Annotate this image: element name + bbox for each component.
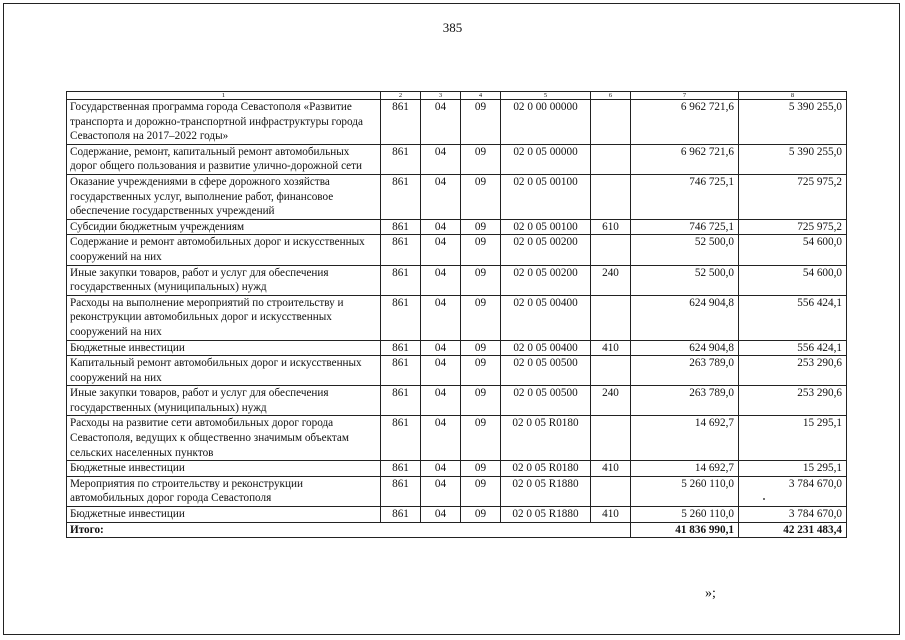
table-row [67,144,847,174]
target-article-code: 02 0 05 R1880 [501,507,591,523]
item-name: Расходы на выполнение мероприятий по строительству и реконструкции автомобильных дорог и искусственных сооружений на них [67,295,381,340]
amount-col8: 253 290,6 [739,356,847,386]
subsection-code: 09 [461,507,501,523]
section-code: 04 [421,507,461,523]
ministry-code: 861 [381,386,421,416]
amount-col7: 14 692,7 [631,416,739,461]
amount-col8: 556 424,1 [739,340,847,356]
section-code: 04 [421,219,461,235]
amount-col8: 5 390 255,0 [739,144,847,174]
table-row [67,416,847,461]
amount-col8: 725 975,2 [739,219,847,235]
column-number: 7 [631,92,739,100]
expense-type-code: 410 [591,507,631,523]
ministry-code: 861 [381,265,421,295]
column-number: 8 [739,92,847,100]
amount-col7: 746 725,1 [631,174,739,219]
column-number: 6 [591,92,631,100]
item-name: Иные закупки товаров, работ и услуг для обеспечения государственных (муниципальных) нужд [67,386,381,416]
ministry-code: 861 [381,507,421,523]
subsection-code: 09 [461,386,501,416]
target-article-code: 02 0 05 00100 [501,219,591,235]
amount-col7: 263 789,0 [631,356,739,386]
expense-type-code [591,416,631,461]
item-name: Оказание учреждениями в сфере дорожного хозяйства государственных услуг, выполнение работ, финансовое обеспечение государственных учреждений [67,174,381,219]
column-number: 1 [67,92,381,100]
subsection-code: 09 [461,295,501,340]
expense-type-code [591,235,631,265]
item-name: Содержание и ремонт автомобильных дорог и искусственных сооружений на них [67,235,381,265]
section-code: 04 [421,295,461,340]
target-article-code: 02 0 05 00200 [501,235,591,265]
target-article-code: 02 0 05 00400 [501,340,591,356]
ministry-code: 861 [381,340,421,356]
subsection-code: 09 [461,174,501,219]
amount-col8: 54 600,0 [739,265,847,295]
expense-type-code: 410 [591,461,631,477]
amount-col7: 746 725,1 [631,219,739,235]
column-number: 3 [421,92,461,100]
closing-quote: »; [705,586,716,601]
section-code: 04 [421,144,461,174]
total-label: Итого: [67,522,631,538]
section-code: 04 [421,235,461,265]
column-number: 4 [461,92,501,100]
budget-table [66,91,847,538]
ministry-code: 861 [381,295,421,340]
item-name: Субсидии бюджетным учреждениям [67,219,381,235]
expense-type-code: 240 [591,386,631,416]
subsection-code: 09 [461,100,501,145]
amount-col8: 725 975,2 [739,174,847,219]
subsection-code: 09 [461,265,501,295]
item-name: Мероприятия по строительству и реконструкции автомобильных дорог города Севастополя [67,476,381,506]
table-row [67,219,847,235]
total-c7: 41 836 990,1 [631,522,739,538]
subsection-code: 09 [461,235,501,265]
item-name: Бюджетные инвестиции [67,461,381,477]
amount-col7: 624 904,8 [631,340,739,356]
total-c8: 42 231 483,4 [739,522,847,538]
expense-type-code [591,356,631,386]
table-row [67,476,847,506]
ministry-code: 861 [381,476,421,506]
ministry-code: 861 [381,235,421,265]
section-code: 04 [421,461,461,477]
amount-col7: 6 962 721,6 [631,144,739,174]
subsection-code: 09 [461,461,501,477]
target-article-code: 02 0 05 R1880 [501,476,591,506]
item-name: Иные закупки товаров, работ и услуг для обеспечения государственных (муниципальных) нужд [67,265,381,295]
amount-col7: 14 692,7 [631,461,739,477]
expense-type-code: 410 [591,340,631,356]
column-number-row [67,92,847,100]
subsection-code: 09 [461,144,501,174]
section-code: 04 [421,265,461,295]
subsection-code: 09 [461,340,501,356]
target-article-code: 02 0 00 00000 [501,100,591,145]
subsection-code: 09 [461,416,501,461]
target-article-code: 02 0 05 00500 [501,386,591,416]
amount-col8: 15 295,1 [739,461,847,477]
page-number: 385 [442,20,463,35]
table-row [67,100,847,145]
target-article-code: 02 0 05 R0180 [501,416,591,461]
amount-col7: 52 500,0 [631,235,739,265]
expense-type-code [591,476,631,506]
expense-type-code: 240 [591,265,631,295]
column-number: 5 [501,92,591,100]
section-code: 04 [421,386,461,416]
expense-type-code [591,100,631,145]
target-article-code: 02 0 05 00100 [501,174,591,219]
amount-col8: 15 295,1 [739,416,847,461]
subsection-code: 09 [461,356,501,386]
item-name: Государственная программа города Севастополя «Развитие транспорта и дорожно-транспортной инфраструктуры города Севастополя на 2017–2022 годы» [67,100,381,145]
item-name: Бюджетные инвестиции [67,507,381,523]
table-row [67,356,847,386]
amount-col8: 556 424,1 [739,295,847,340]
amount-col8: 54 600,0 [739,235,847,265]
item-name: Бюджетные инвестиции [67,340,381,356]
expense-type-code [591,174,631,219]
amount-col7: 52 500,0 [631,265,739,295]
section-code: 04 [421,174,461,219]
section-code: 04 [421,356,461,386]
ministry-code: 861 [381,100,421,145]
total-row [67,522,847,538]
subsection-code: 09 [461,476,501,506]
ministry-code: 861 [381,416,421,461]
ministry-code: 861 [381,461,421,477]
item-name: Содержание, ремонт, капитальный ремонт автомобильных дорог общего пользования и развитие улично-дорожной сети [67,144,381,174]
amount-col8: 3 784 670,0 [739,507,847,523]
ministry-code: 861 [381,144,421,174]
target-article-code: 02 0 05 00400 [501,295,591,340]
scan-speck [763,498,765,500]
subsection-code: 09 [461,219,501,235]
amount-col7: 5 260 110,0 [631,507,739,523]
section-code: 04 [421,340,461,356]
ministry-code: 861 [381,174,421,219]
table-row [67,461,847,477]
expense-type-code: 610 [591,219,631,235]
item-name: Капитальный ремонт автомобильных дорог и искусственных сооружений на них [67,356,381,386]
amount-col8: 253 290,6 [739,386,847,416]
section-code: 04 [421,476,461,506]
table-row [67,295,847,340]
target-article-code: 02 0 05 00200 [501,265,591,295]
expense-type-code [591,295,631,340]
table-row [67,386,847,416]
ministry-code: 861 [381,356,421,386]
table-row [67,507,847,523]
ministry-code: 861 [381,219,421,235]
amount-col8: 5 390 255,0 [739,100,847,145]
table-row [67,235,847,265]
table-row [67,174,847,219]
column-number: 2 [381,92,421,100]
amount-col7: 5 260 110,0 [631,476,739,506]
item-name: Расходы на развитие сети автомобильных дорог города Севастополя, ведущих к общественно значимым объектам сельских населенных пунктов [67,416,381,461]
amount-col8: 3 784 670,0 [739,476,847,506]
amount-col7: 624 904,8 [631,295,739,340]
amount-col7: 263 789,0 [631,386,739,416]
amount-col7: 6 962 721,6 [631,100,739,145]
table-row [67,265,847,295]
target-article-code: 02 0 05 R0180 [501,461,591,477]
table-row [67,340,847,356]
expense-type-code [591,144,631,174]
section-code: 04 [421,100,461,145]
section-code: 04 [421,416,461,461]
target-article-code: 02 0 05 00000 [501,144,591,174]
target-article-code: 02 0 05 00500 [501,356,591,386]
